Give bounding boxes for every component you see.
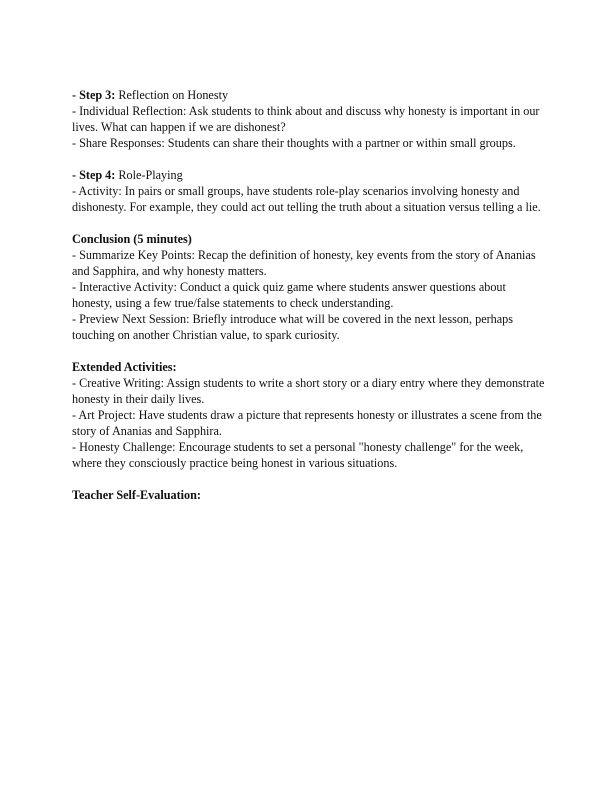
step4-line: dishonesty. For example, they could act out telling the truth about a situation versus telling a lie. (72, 200, 541, 214)
conclusion-heading: Conclusion (5 minutes) (72, 232, 192, 246)
conclusion-line: - Interactive Activity: Conduct a quick quiz game where students answer questions about (72, 280, 506, 294)
step3-line: lives. What can happen if we are dishonest? (72, 120, 286, 134)
step3-heading: - Step 3: Reflection on Honesty (72, 88, 229, 102)
step4-line: - Activity: In pairs or small groups, have students role-play scenarios involving honesty and (72, 184, 520, 198)
step3-line: - Individual Reflection: Ask students to think about and discuss why honesty is important in our (72, 104, 540, 118)
teacher-eval-heading: Teacher Self-Evaluation: (72, 488, 201, 502)
extended-line: story of Ananias and Sapphira. (72, 424, 222, 438)
step4-heading: - Step 4: Role-Playing (72, 168, 183, 182)
extended-line: - Creative Writing: Assign students to write a short story or a diary entry where they demonstrate (72, 376, 545, 390)
extended-line: where they consciously practice being honest in various situations. (72, 456, 398, 470)
conclusion-line: touching on another Christian value, to spark curiosity. (72, 328, 340, 342)
conclusion-line: honesty, using a few true/false statements to check understanding. (72, 296, 394, 310)
document-page (72, 87, 552, 503)
conclusion-line: - Preview Next Session: Briefly introduce what will be covered in the next lesson, perhaps (72, 312, 514, 326)
extended-line: honesty in their daily lives. (72, 392, 205, 406)
conclusion-line: and Sapphira, and why honesty matters. (72, 264, 267, 278)
step3-line: - Share Responses: Students can share their thoughts with a partner or within small groups. (72, 136, 516, 150)
extended-heading: Extended Activities: (72, 360, 177, 374)
conclusion-line: - Summarize Key Points: Recap the definition of honesty, key events from the story of Ananias (72, 248, 536, 262)
extended-line: - Art Project: Have students draw a picture that represents honesty or illustrates a scene from the (72, 408, 542, 422)
extended-line: - Honesty Challenge: Encourage students to set a personal "honesty challenge" for the week, (72, 440, 524, 454)
